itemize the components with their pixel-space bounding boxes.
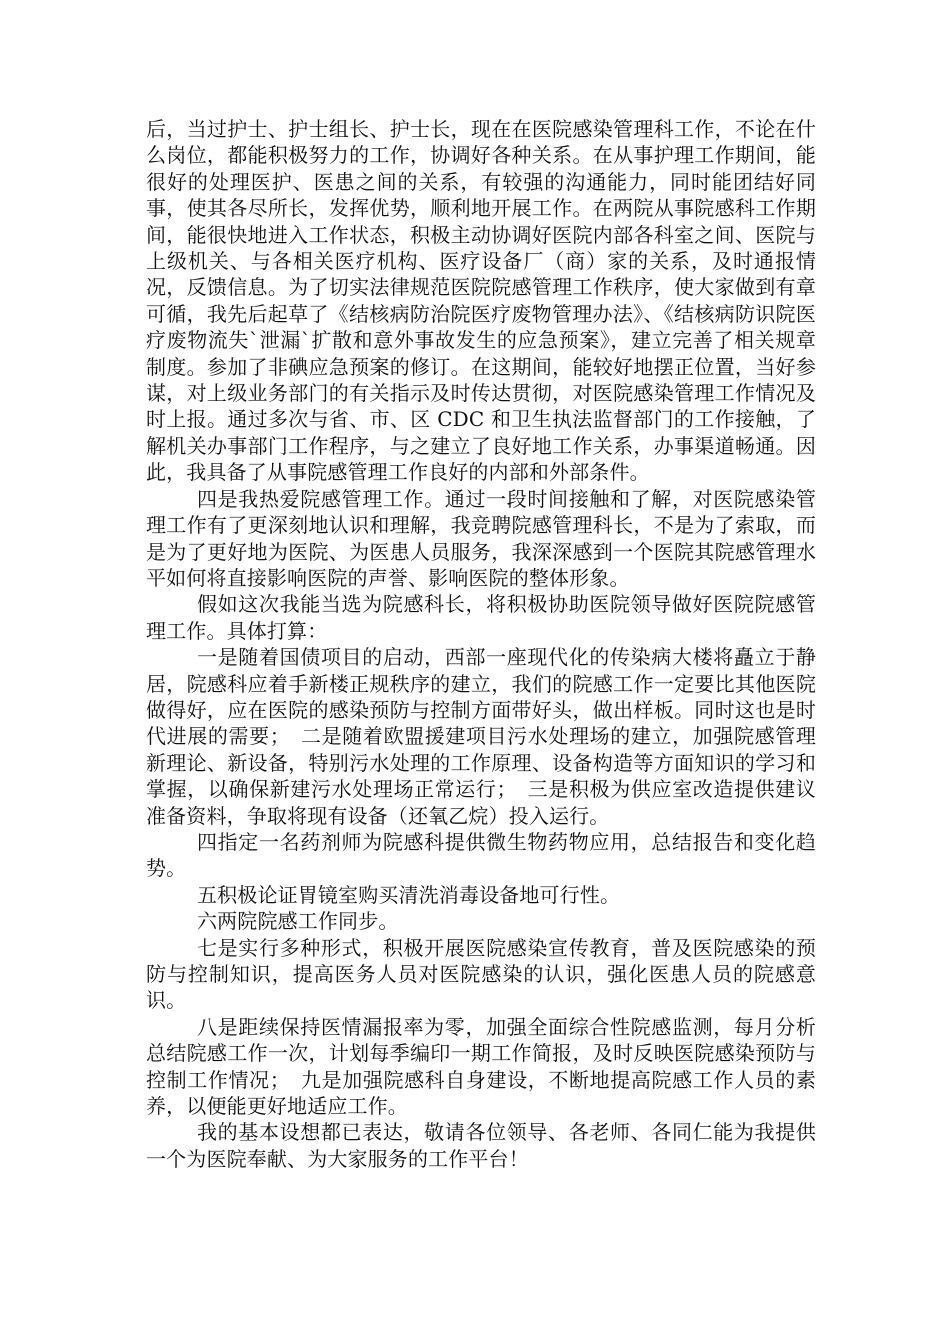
paragraph-10: 我的基本设想都已表达，敬请各位领导、各老师、各同仁能为我提供一个为医院奉献、为大家服务的工作平台！ bbox=[146, 1120, 816, 1171]
paragraph-7: 六两院院感工作同步。 bbox=[197, 909, 399, 934]
paragraph-3: 假如这次我能当选为院感科长，将积极协助医院领导做好医院院感管理工作。具体打算： bbox=[146, 592, 816, 643]
paragraph-2: 四是我热爱院感管理工作。通过一段时间接触和了解，对医院感染管理工作有了更深刻地认识和理解，我竞聘院感管理科长，不是为了索取，而是为了更好地为医院、为医患人员服务，我深深感到一个医院其院感管理水平如何将直接影响医院的声誉、影响医院的整体形象。 bbox=[146, 486, 816, 590]
document-page bbox=[146, 116, 816, 1172]
paragraph-5: 四指定一名药剂师为院感科提供微生物药物应用，总结报告和变化趋势。 bbox=[146, 829, 816, 881]
paragraph-6: 五积极论证胃镜室购买清洗消毒设备地可行性。 bbox=[197, 882, 621, 907]
paragraph-8: 七是实行多种形式，积极开展医院感染宣传教育，普及医院感染的预防与控制知识，提高医务人员对医院感染的认识，强化医患人员的院感意识。 bbox=[146, 935, 816, 1013]
paragraph-9: 八是距续保持医情漏报率为零，加强全面综合性院感监测，每月分析总结院感工作一次，计划每季编印一期工作简报，及时反映医院感染预防与控制工作情况； 九是加强院感科自身建设，不断地提高院感工作人员的素养，以便能更好地适应工作。 bbox=[146, 1014, 816, 1119]
paragraph-4: 一是随着国债项目的启动，西部一座现代化的传染病大楼将矗立于静居，院感科应着手新楼正规秩序的建立，我们的院感工作一定要比其他医院做得好，应在医院的感染预防与控制方面带好头，做出样板。同时这也是时代进展的需要； 二是随着欧盟援建项目污水处理场的建立，加强院感管理新理论、新设备，特别污水处理的工作原理、设备构造等方面知识的学习和掌握，以确保新建污水处理场正常运行； 三是积极为供应室改造提供建议准备资料，争取将现有设备（还氧乙烷）投入运行。 bbox=[146, 645, 816, 828]
paragraph-1: 后，当过护士、护士组长、护士长，现在在医院感染管理科工作，不论在什么岗位，都能积极努力的工作，协调好各种关系。在从事护理工作期间，能很好的处理医护、医患之间的关系，有较强的沟通能力，同时能团结好同事，使其各尽所长，发挥优势，顺利地开展工作。在两院从事院感科工作期间，能很快地进入工作状态，积极主动协调好医院内部各科室之间、医院与上级机关、与各相关医疗机构、医疗设备厂（商）家的关系，及时通报情况，反馈信息。为了切实法律规范医院院感管理工作秩序，使大家做到有章可循，我先后起草了《结核病防治院医疗废物管理办法》、《结核病防识院医疗废物流失`泄漏`扩散和意外事故发生的应急预案》，建立完善了相关规章制度。参加了非碘应急预案的修订。在这期间，能较好地摆正位置，当好参谋，对上级业务部门的有关指示及时传达贯彻，对医院感染管理工作情况及时上报。通过多次与省、市、区 CDC 和卫生执法监督部门的工作接触，了解机关办事部门工作程序，与之建立了良好地工作关系，办事渠道畅通。因此，我具备了从事院感管理工作良好的内部和外部条件。 bbox=[146, 117, 816, 485]
